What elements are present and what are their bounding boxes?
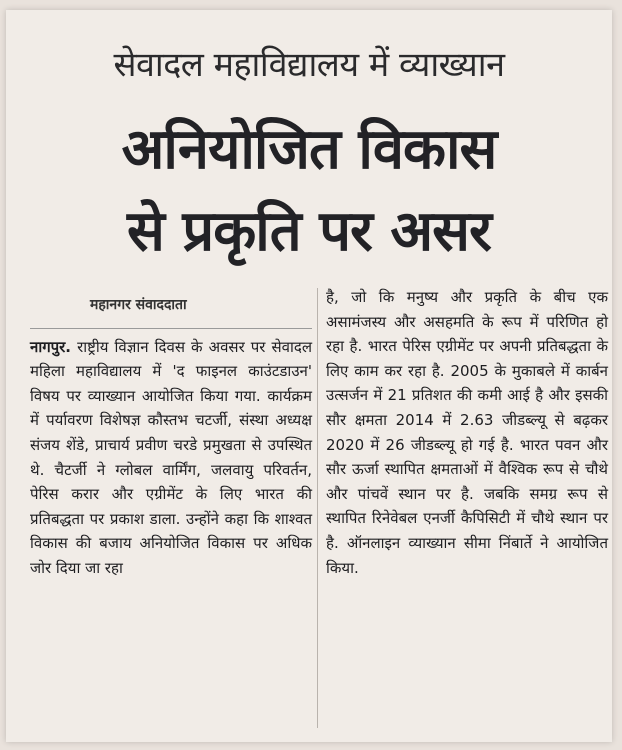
byline-rule xyxy=(30,328,312,329)
byline: महानगर संवाददाता xyxy=(90,297,187,313)
dateline: नागपुर. xyxy=(30,337,72,356)
headline-line-1: अनियोजित विकास xyxy=(121,117,497,182)
article-column-left xyxy=(30,285,312,581)
article-column-right xyxy=(326,285,608,580)
headline-line-2: से प्रकृति पर असर xyxy=(127,199,491,264)
column-divider xyxy=(317,288,318,728)
kicker: सेवादल महाविद्यालय में व्याख्यान xyxy=(113,45,505,85)
left-paragraph xyxy=(30,335,312,581)
newspaper-clipping xyxy=(6,10,612,742)
right-body-text: है, जो कि मनुष्य और प्रकृति के बीच एक असामंजस्य और असहमति के रूप में परिणित हो रहा है. भारत पेरिस एग्रीमेंट पर अपनी प्रतिबद्धता के लिए काम कर रहा है. 2005 के मुकाबले में कार्बन उत्सर्जन में 21 प्रतिशत की कमी आई है और इसकी सौर क्षमता 2014 में 2.63 जीडब्ल्यू से बढ़कर 2020 में 26 जीडब्ल्यू हो गई है. भारत पवन और सौर ऊर्जा स्थापित क्षमताओं में वैश्विक रूप से चौथे और पांचवें स्थान पर है. जबकि समग्र रूप से स्थापित रिनेवेबल एनर्जी कैपिसिटी में चौथे स्थान पर है. ऑनलाइन व्याख्यान सीमा निंबार्ते ने आयोजित किया. xyxy=(326,288,608,577)
left-body-text: राष्ट्रीय विज्ञान दिवस के अवसर पर सेवादल महिला महाविद्यालय में 'द फाइनल काउंटडाउन' विषय पर व्याख्यान आयोजित किया गया. कार्यक्रम में पर्यावरण विशेषज्ञ कौस्तभ चटर्जी, संस्था अध्यक्ष संजय शेंडे, प्राचार्य प्रवीण चरडे प्रमुखता से उपस्थित थे. चैटर्जी ने ग्लोबल वार्मिंग, जलवायु परिवर्तन, पेरिस करार और एग्रीमेंट के लिए भारत की प्रतिबद्धता पर प्रकाश डाला. उन्होंने कहा कि शाश्वत विकास की बजाय अनियोजित विकास पर अधिक जोर दिया जा रहा xyxy=(30,337,312,577)
